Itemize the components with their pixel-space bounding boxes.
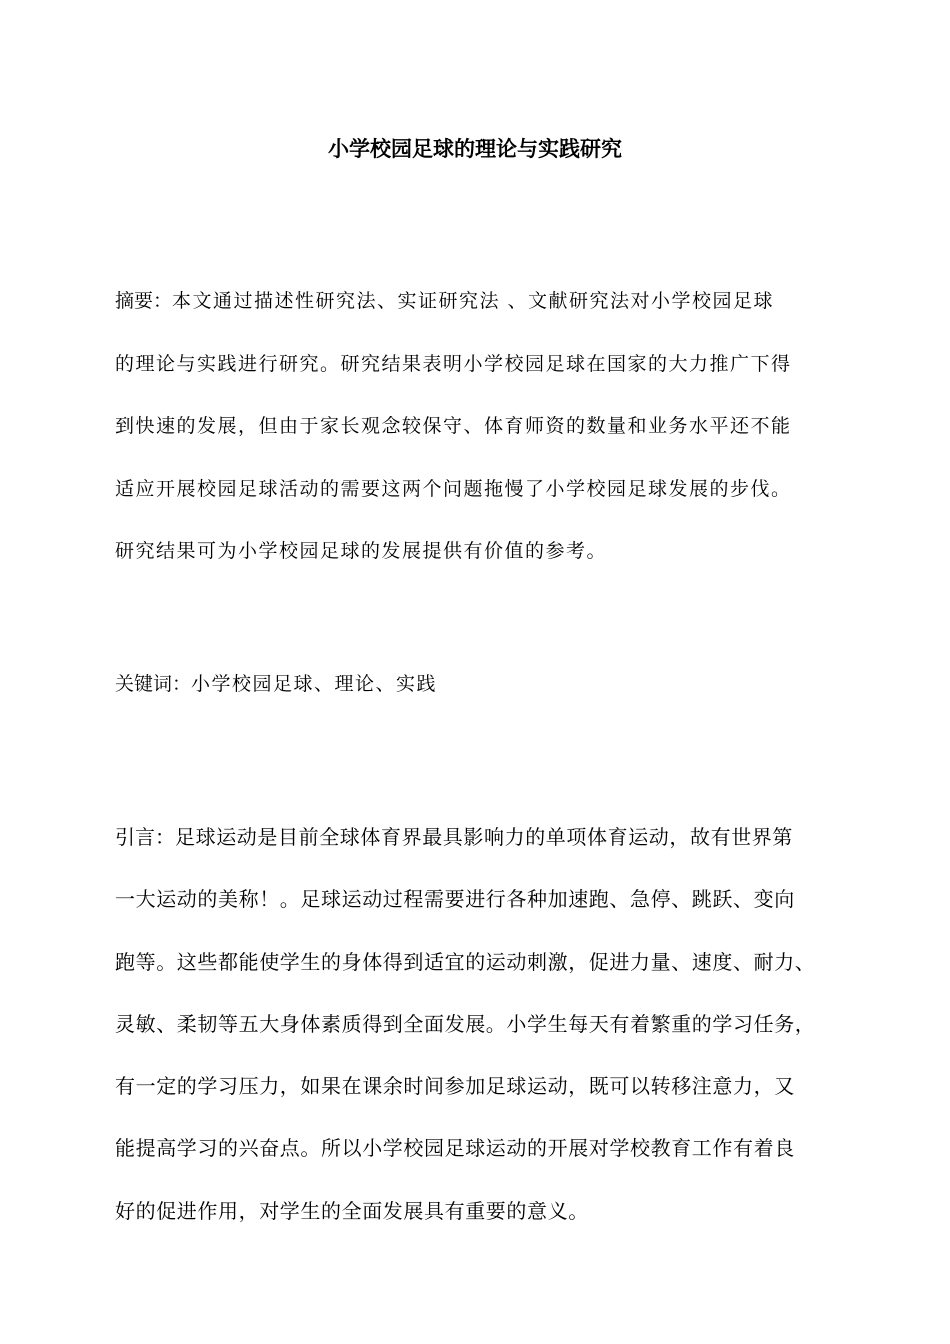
abstract-line: 到快速的发展，但由于家长观念较保守、体育师资的数量和业务水平还不能	[115, 415, 792, 437]
keywords-section	[115, 664, 875, 704]
keywords-label: 关键词：	[115, 673, 192, 695]
introduction-line: 有一定的学习压力，如果在课余时间参加足球运动，既可以转移注意力，又	[115, 1074, 795, 1099]
abstract-line: 研究结果可为小学校园足球的发展提供有价值的参考。	[115, 540, 608, 562]
introduction-line: 好的促进作用，对学生的全面发展具有重要的意义。	[115, 1198, 589, 1223]
abstract-line: 适应开展校园足球活动的需要这两个问题拖慢了小学校园足球发展的步伐。	[115, 477, 792, 500]
introduction-label: 引言：	[115, 825, 175, 849]
abstract-text: 本文通过描述性研究法、实证研究法 、文献研究法对小学校园足球	[172, 290, 775, 312]
document-title: 小学校园足球的理论与实践研究	[328, 137, 622, 161]
introduction-text: 足球运动是目前全球体育界最具影响力的单项体育运动，故有世界第	[175, 825, 793, 849]
abstract-line	[115, 270, 875, 333]
keywords-text: 小学校园足球、理论、实践	[191, 673, 438, 695]
introduction-section	[115, 806, 875, 1242]
abstract-section	[115, 270, 875, 583]
introduction-line	[115, 806, 875, 868]
introduction-line: 灵敏、柔韧等五大身体素质得到全面发展。小学生每天有着繁重的学习任务，	[115, 1011, 816, 1036]
introduction-line: 能提高学习的兴奋点。所以小学校园足球运动的开展对学校教育工作有着良	[115, 1136, 795, 1161]
abstract-label: 摘要：	[115, 290, 173, 312]
introduction-line: 一大运动的美称！。足球运动过程需要进行各种加速跑、急停、跳跃、变向	[115, 887, 795, 912]
keywords-line	[115, 664, 875, 704]
introduction-line: 跑等。这些都能使学生的身体得到适宜的运动刺激，促进力量、速度、耐力、	[115, 949, 816, 974]
abstract-line: 的理论与实践进行研究。研究结果表明小学校园足球在国家的大力推广下得	[115, 352, 792, 375]
